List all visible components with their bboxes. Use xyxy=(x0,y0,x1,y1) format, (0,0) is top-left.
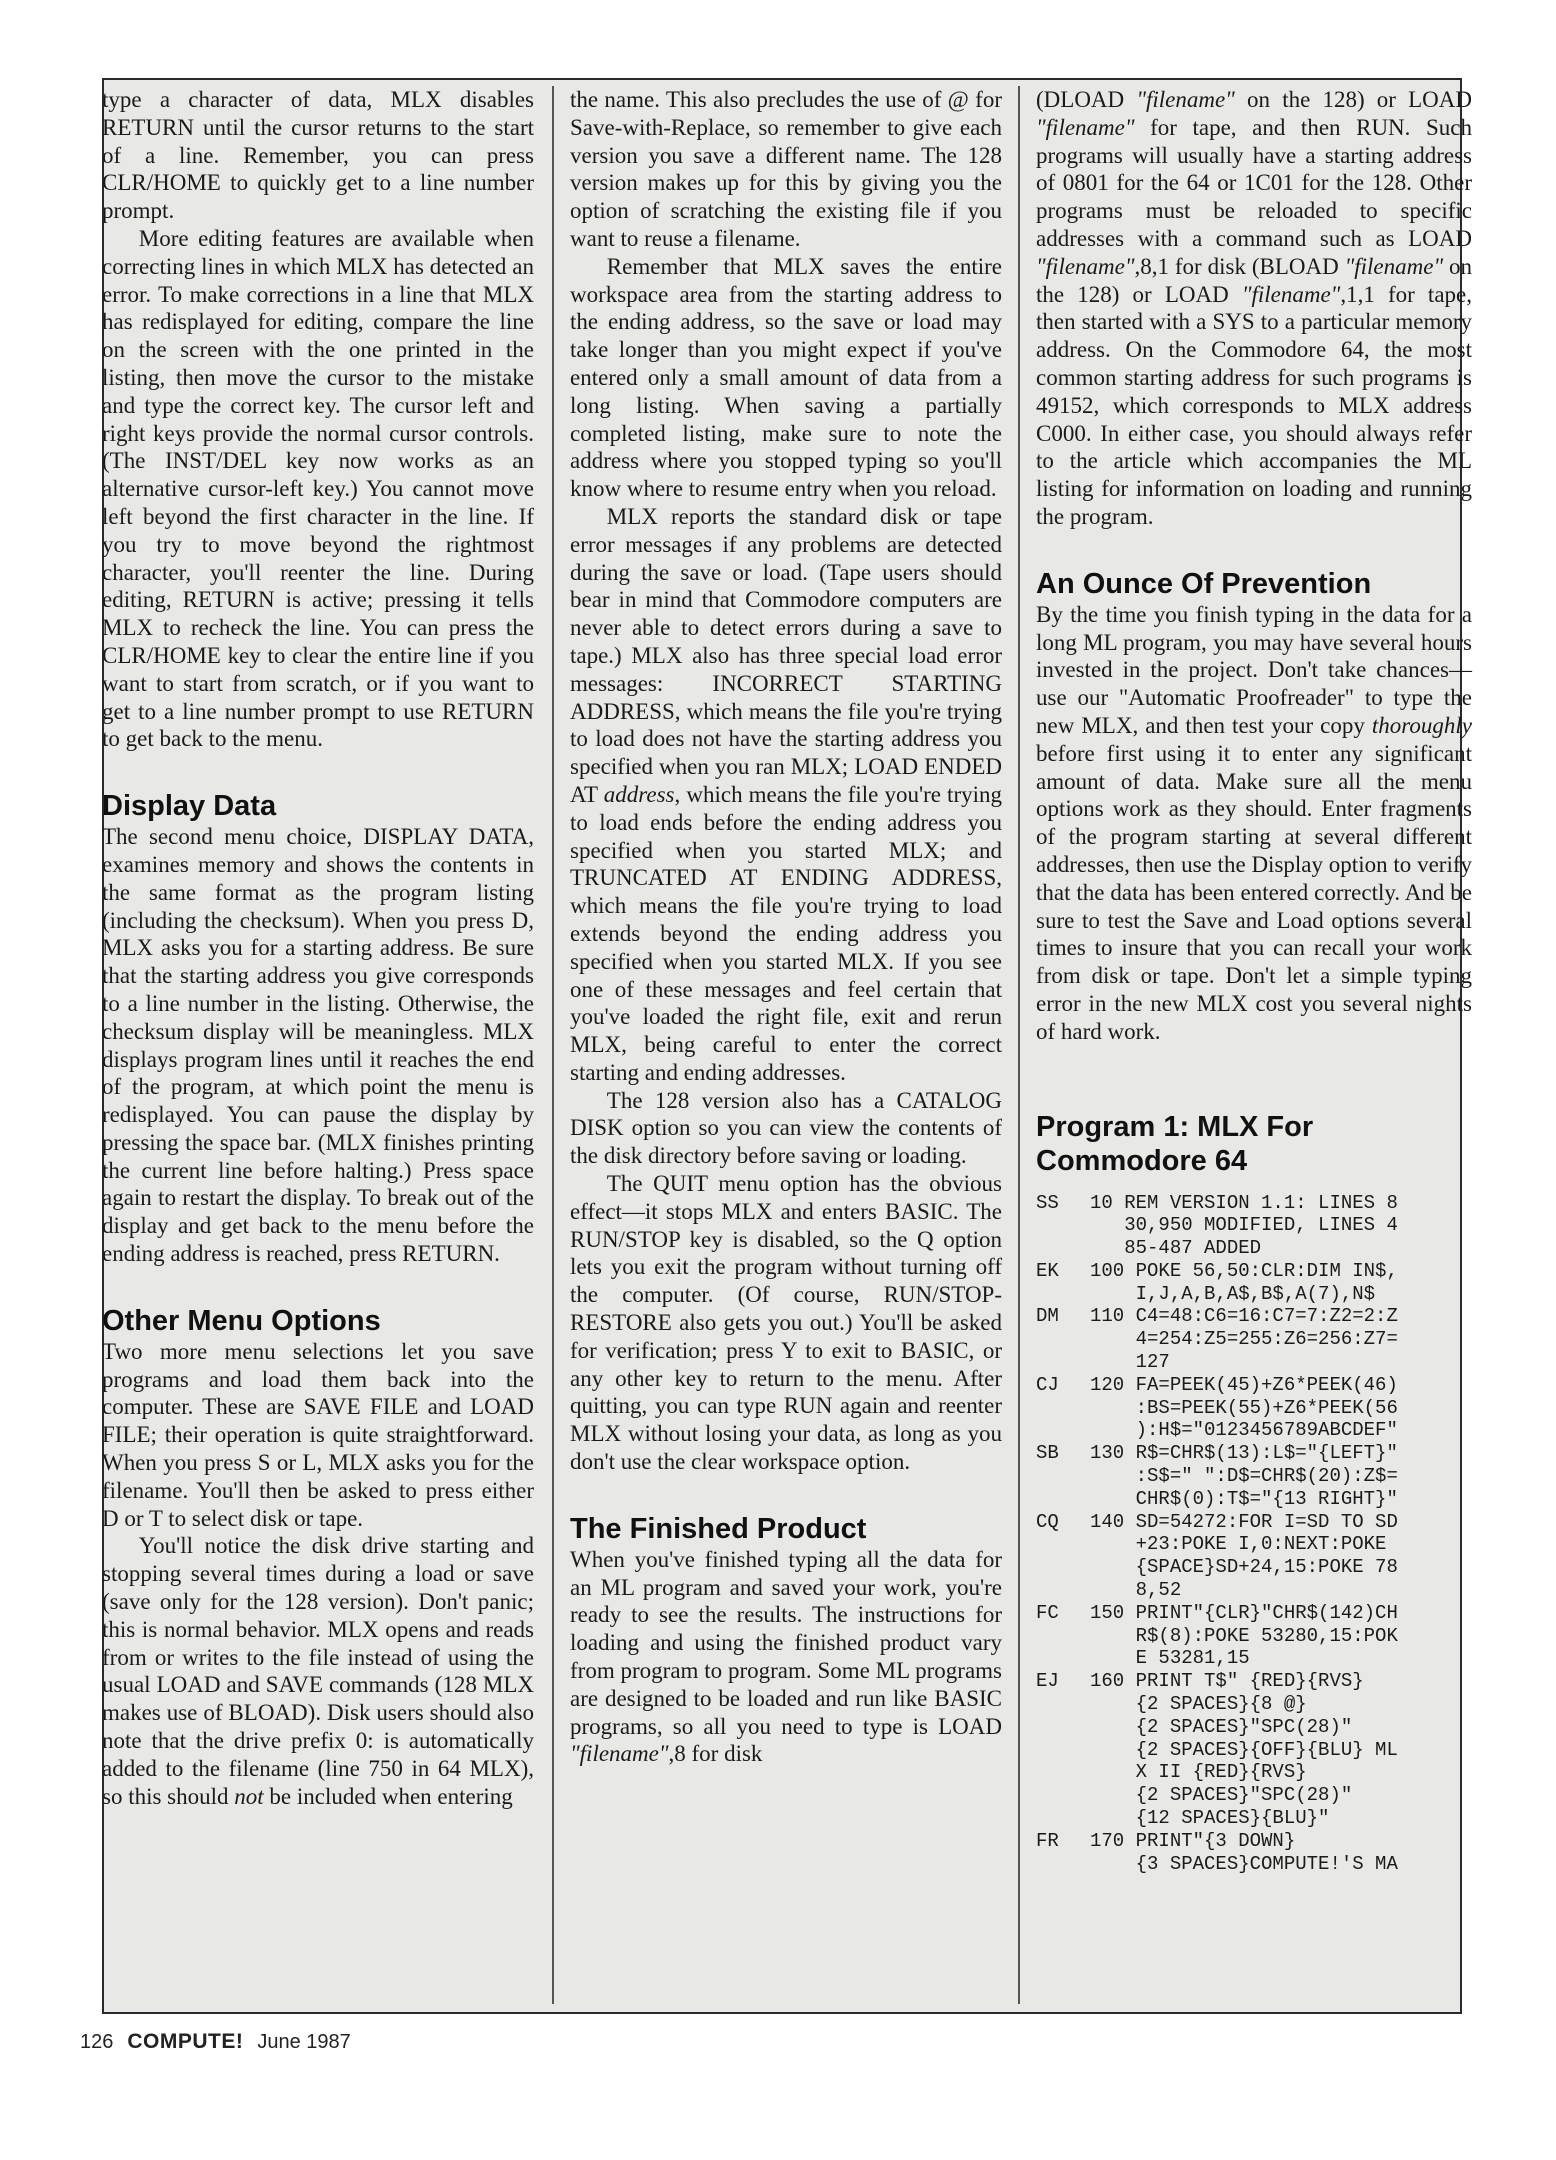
text-run: be included when entering xyxy=(263,1783,513,1809)
paragraph xyxy=(1036,601,1472,1046)
page-number: 126 xyxy=(80,2031,114,2053)
emphasis-text: "filename" xyxy=(1241,281,1341,307)
page-footer xyxy=(80,2030,351,2054)
code-line xyxy=(1036,1830,1472,1876)
column-3 xyxy=(1036,86,1472,1875)
emphasis-text: "filename" xyxy=(570,1741,669,1767)
checksum: FR xyxy=(1036,1829,1059,1852)
paragraph: The QUIT menu option has the obvious effect—it stops MLX and enters BASIC. The RUN/STOP key is disabled, so the Q option lets you exit the program without turning off the computer. (Of course, RUN/STOP-RESTORE also gets you out.) You'll be asked for verification; press Y to exit to BASIC, or any other key to return to the menu. After quitting, you can type RUN again and reenter MLX without losing your data, as long as you don't use the clear workspace option. xyxy=(570,1171,1002,1475)
paragraph xyxy=(570,503,1002,1087)
paragraph: Two more menu selections let you save programs and load them back into the computer. These are SAVE FILE and LOAD FILE; their operation is quite straightforward. When you press S or L, MLX asks you for the filename. You'll then be asked to press either D or T to select disk or tape. xyxy=(102,1338,534,1531)
paragraph xyxy=(1036,86,1472,531)
code-text: 120 FA=PEEK(45)+Z6*PEEK(46) :BS=PEEK(55)+Z6*PEEK(56 ):H$="0123456789ABCDEF" xyxy=(1090,1373,1398,1442)
code-line xyxy=(1036,1374,1472,1442)
text-run: ,8,1 for disk (BLOAD xyxy=(1134,253,1345,279)
code-line xyxy=(1036,1305,1472,1373)
code-text: 160 PRINT T$" {RED}{RVS} {2 SPACES}{8 @} {2 SPACES}"SPC(28)" {2 SPACES}{OFF}{BLU} ML X II {RED}{RVS} {2 SPACES}"SPC(28)" {12 SPACES}{BLU}" xyxy=(1090,1670,1398,1830)
text-run: ,8 for disk xyxy=(668,1741,763,1767)
text-run: on the 128) or LOAD xyxy=(1036,253,1472,307)
code-text: 130 R$=CHR$(13):L$="{LEFT}" :S$=" ":D$=CHR$(20):Z$= CHR$(0):T$="{13 RIGHT}" xyxy=(1090,1442,1398,1510)
paragraph xyxy=(102,1532,534,1810)
emphasis-text: "filename" xyxy=(1136,87,1235,112)
text-run: before first using it to enter any significant amount of data. Make sure all the menu options work as they should. Enter fragments of the program starting at several different addresses, then use the Display option to verify that the data has been entered correctly. And be sure to test the Save and Load options several times to insure that you can recall your work from disk or tape. Don't let a simple typing error in the new MLX cost you several nights of hard work. xyxy=(1036,740,1472,1044)
section-heading-ounce-of-prevention: An Ounce Of Prevention xyxy=(1036,567,1372,600)
code-line xyxy=(1036,1670,1472,1830)
code-text: 150 PRINT"{CLR}"CHR$(142)CH R$(8):POKE 53280,15:POK E 53281,15 xyxy=(1090,1601,1398,1670)
code-text: 110 C4=48:C6=16:C7=7:Z2=2:Z 4=254:Z5=255:Z6=256:Z7= 127 xyxy=(1090,1305,1398,1374)
column-rule xyxy=(552,86,554,2004)
code-line xyxy=(1036,1260,1472,1306)
checksum: EK xyxy=(1036,1259,1059,1282)
text-run: When you've finished typing all the data for an ML program and saved your work, you're ready to see the results. The instructions for loading and using the finished product vary from program to program. Some ML programs are designed to be loaded and run like BASIC programs, so all you need to type is LOAD xyxy=(570,1546,1002,1739)
text-run: for tape, and then RUN. Such programs will usually have a starting address of 0801 for the 64 or 1C01 for the 128. Other programs must be reloaded to specific addresses with a command such as LOAD xyxy=(1036,114,1472,251)
code-text: 10 REM VERSION 1.1: LINES 8 30,950 MODIFIED, LINES 4 85-487 ADDED xyxy=(1090,1191,1398,1260)
text-run: ,1,1 for tape, then started with a SYS to a particular memory address. On the Commodore 64, the most common starting address for such programs is 49152, which corresponds to MLX address C000. In either case, you should always refer to the article which accompanies the ML listing for information on loading and running the program. xyxy=(1036,281,1472,529)
magazine-name: COMPUTE! xyxy=(127,2030,244,2053)
issue-date: June 1987 xyxy=(257,2031,351,2053)
code-text: 100 POKE 56,50:CLR:DIM IN$, I,J,A,B,A$,B$,A(7),N$ xyxy=(1090,1259,1398,1305)
paragraph: the name. This also precludes the use of @ for Save-with-Replace, so remember to give each version you save a different name. The 128 version makes up for this by giving you the option of scratching the existing file if you want to reuse a filename. xyxy=(570,87,1002,251)
checksum: CQ xyxy=(1036,1510,1059,1533)
emphasis-text: "filename" xyxy=(1344,253,1444,279)
checksum: SB xyxy=(1036,1442,1059,1465)
code-line xyxy=(1036,1511,1472,1602)
text-run: on the 128) or LOAD xyxy=(1234,87,1472,112)
text-run: MLX reports the standard disk or tape error messages if any problems are detected during the save or load. (Tape users should bear in mind that Commodore computers are never able to detect errors during a save to tape.) MLX also has three special load error messages: INCORRECT STARTING ADDRESS, which means the file you're trying to load does not have the starting address you specified when you ran MLX; LOAD ENDED AT xyxy=(570,503,1002,807)
paragraph: type a character of data, MLX disables RETURN until the cursor returns to the start of a line. Remember, you can press CLR/HOME to quickly get to a line number prompt. xyxy=(102,87,534,224)
paragraph: Remember that MLX saves the entire workspace area from the starting address to the ending address, so the save or load may take longer than you might expect if you've entered only a small amount of data from a long listing. When saving a partially completed listing, make sure to note the address where you stopped typing so you'll know where to resume entry when you reload. xyxy=(570,253,1002,502)
code-line xyxy=(1036,1192,1472,1260)
text-run: By the time you finish typing in the data for a long ML program, you may have several hours invested in the project. Don't take chances—use our "Automatic Proofreader" to type the new MLX, and then test your copy xyxy=(1036,601,1472,738)
column-2 xyxy=(570,86,1002,1768)
emphasis-text: thoroughly xyxy=(1371,712,1472,738)
section-heading-other-menu-options: Other Menu Options xyxy=(102,1304,381,1337)
code-text: 170 PRINT"{3 DOWN} {3 SPACES}COMPUTE!'S MA xyxy=(1090,1829,1398,1875)
code-text: 140 SD=54272:FOR I=SD TO SD +23:POKE I,0:NEXT:POKE {SPACE}SD+24,15:POKE 78 8,52 xyxy=(1090,1510,1398,1602)
section-heading-finished-product: The Finished Product xyxy=(570,1512,867,1545)
checksum: EJ xyxy=(1036,1670,1059,1693)
checksum: SS xyxy=(1036,1191,1059,1214)
text-run: (DLOAD xyxy=(1036,87,1137,112)
paragraph: More editing features are available when correcting lines in which MLX has detected an error. To make corrections in a line that MLX has redisplayed for editing, compare the line on the screen with the one printed in the listing, then move the cursor to the mistake and type the correct key. The cursor left and right keys provide the normal cursor controls. (The INST/DEL key now works as an alternative cursor-left key.) You cannot move left beyond the first character in the line. If you try to move beyond the rightmost character, you'll reenter the line. During editing, RETURN is active; pressing it tells MLX to recheck the line. You can press the CLR/HOME key to clear the entire line if you want to start from scratch, or if you want to get to a line number prompt to use RETURN to get back to the menu. xyxy=(102,225,534,752)
checksum: CJ xyxy=(1036,1373,1059,1396)
column-1 xyxy=(102,86,534,1810)
text-run: , which means the file you're trying to load ends before the ending address you specified when you started MLX; and TRUNCATED AT ENDING ADDRESS, which means the file you're trying to load extends beyond the ending address you specified when you started MLX. If you see one of these messages and feel certain that you've loaded the right file, exit and rerun MLX, being careful to enter the correct starting and ending addresses. xyxy=(570,781,1002,1085)
paragraph: The 128 version also has a CATALOG DISK option so you can view the contents of the disk directory before saving or loading. xyxy=(570,1087,1002,1169)
paragraph xyxy=(570,1546,1002,1768)
section-heading-display-data: Display Data xyxy=(102,790,277,823)
paragraph: The second menu choice, DISPLAY DATA, examines memory and shows the contents in the same format as the program listing (including the checksum). When you press D, MLX asks you for a starting address. Be sure that the starting address you give corresponds to a line number in the listing. Otherwise, the checksum display will be meaningless. MLX displays program lines until it reaches the end of the program, at which point the menu is redisplayed. You can pause the display by pressing the space bar. (MLX finishes printing the current line before halting.) Press space again to restart the display. To break out of the display and get back to the menu before the ending address is reached, press RETURN. xyxy=(102,824,534,1267)
column-rule xyxy=(1018,86,1020,2004)
code-line xyxy=(1036,1602,1472,1670)
program-listing xyxy=(1036,1192,1472,1876)
emphasis-text: "filename" xyxy=(1036,114,1135,140)
program-listing-title: Program 1: MLX For Commodore 64 xyxy=(1036,1110,1314,1177)
text-run: You'll notice the disk drive starting and stopping several times during a load or save (save only for the 128 version). Don't panic; this is normal behavior. MLX opens and reads from or writes to the file instead of using the usual LOAD and SAVE commands (128 MLX makes use of BLOAD). Disk users should also note that the drive prefix 0: is automatically added to the filename (line 750 in 64 MLX), so this should xyxy=(102,1533,534,1809)
emphasis-text: address xyxy=(603,781,675,807)
checksum: FC xyxy=(1036,1601,1059,1624)
code-line xyxy=(1036,1442,1472,1510)
emphasis-text: "filename" xyxy=(1036,253,1135,279)
checksum: DM xyxy=(1036,1305,1059,1328)
emphasis-text: not xyxy=(234,1783,264,1809)
